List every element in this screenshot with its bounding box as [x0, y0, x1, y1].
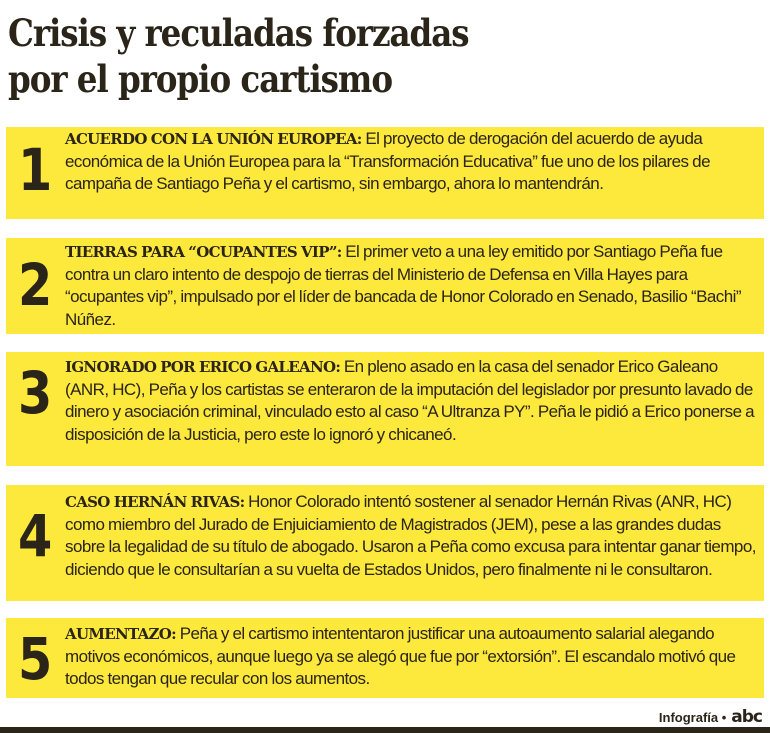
item-heading: TIERRAS PARA “OCUPANTES VIP”:	[65, 243, 342, 261]
item-body: En pleno asado en la casa del senador Erico Galeano (ANR, HC), Peña y los cartistas se enteraron de la imputación del legislador por presunto lavado de dinero y asociación criminal, vinculado esto al caso “A Ultranza PY”. Peña le pidió a Erico ponerse a disposición de la Justicia, pero este lo ignoró y chicaneó.	[65, 357, 755, 444]
item-heading: ACUERDO CON LA UNIÓN EUROPEA:	[65, 130, 362, 148]
item-box-4	[6, 485, 764, 601]
item-text	[65, 128, 758, 196]
item-heading: AUMENTAZO:	[65, 625, 177, 643]
item-body: Peña y el cartismo intententaron justificar una autoaumento salarial alegando motivos económicos, aunque luego ya se alegó que fue por “extorsión”. El escandalo motivó que todos tengan que recular con los aumentos.	[65, 624, 736, 688]
item-number: 4	[18, 502, 53, 570]
item-body: El primer veto a una ley emitido por Santiago Peña fue contra un claro intento de despojo de tierras del Ministerio de Defensa en Villa Hayes para “ocupantes vip”, impulsado por el líder de bancada de Honor Colorado en Senado, Basilio “Bachi” Núñez.	[65, 242, 741, 329]
credit-text: Infografía •	[658, 709, 727, 725]
item-number: 5	[18, 625, 53, 693]
abc-logo: abc	[731, 707, 762, 727]
title-line-2: por el propio cartismo	[8, 57, 392, 101]
item-heading: IGNORADO POR ERICO GALEANO:	[65, 358, 341, 376]
title-line-1: Crisis y reculadas forzadas	[8, 11, 469, 55]
item-number: 2	[18, 251, 53, 319]
item-text	[65, 623, 758, 691]
item-box-5	[6, 618, 764, 698]
item-body: Honor Colorado intentó sostener al senador Hernán Rivas (ANR, HC) como miembro del Jurado de Enjuiciamiento de Magistrados (JEM), pese a las grandes dudas sobre la legalidad de su título de abogado. Usaron a Peña como excusa para intentar ganar tiempo, diciendo que le consultarían a su vuelta de Estados Unidos, pero finalmente ni le consultaron.	[65, 492, 756, 579]
item-box-3	[6, 352, 764, 466]
item-number: 3	[18, 359, 53, 427]
item-body: El proyecto de derogación del acuerdo de ayuda económica de la Unión Europea para la “Transformación Educativa” fue uno de los pilares de campaña de Santiago Peña y el cartismo, sin embargo, ahora lo mantendrán.	[65, 129, 710, 193]
credit-footer	[659, 707, 762, 727]
item-number: 1	[18, 136, 53, 204]
item-text	[65, 356, 758, 446]
bottom-bar	[0, 727, 770, 733]
item-box-2	[6, 238, 764, 334]
page-title	[8, 10, 469, 102]
item-text	[65, 491, 758, 581]
item-box-1	[6, 127, 764, 219]
item-heading: CASO HERNÁN RIVAS:	[65, 493, 245, 511]
item-text	[65, 241, 758, 331]
